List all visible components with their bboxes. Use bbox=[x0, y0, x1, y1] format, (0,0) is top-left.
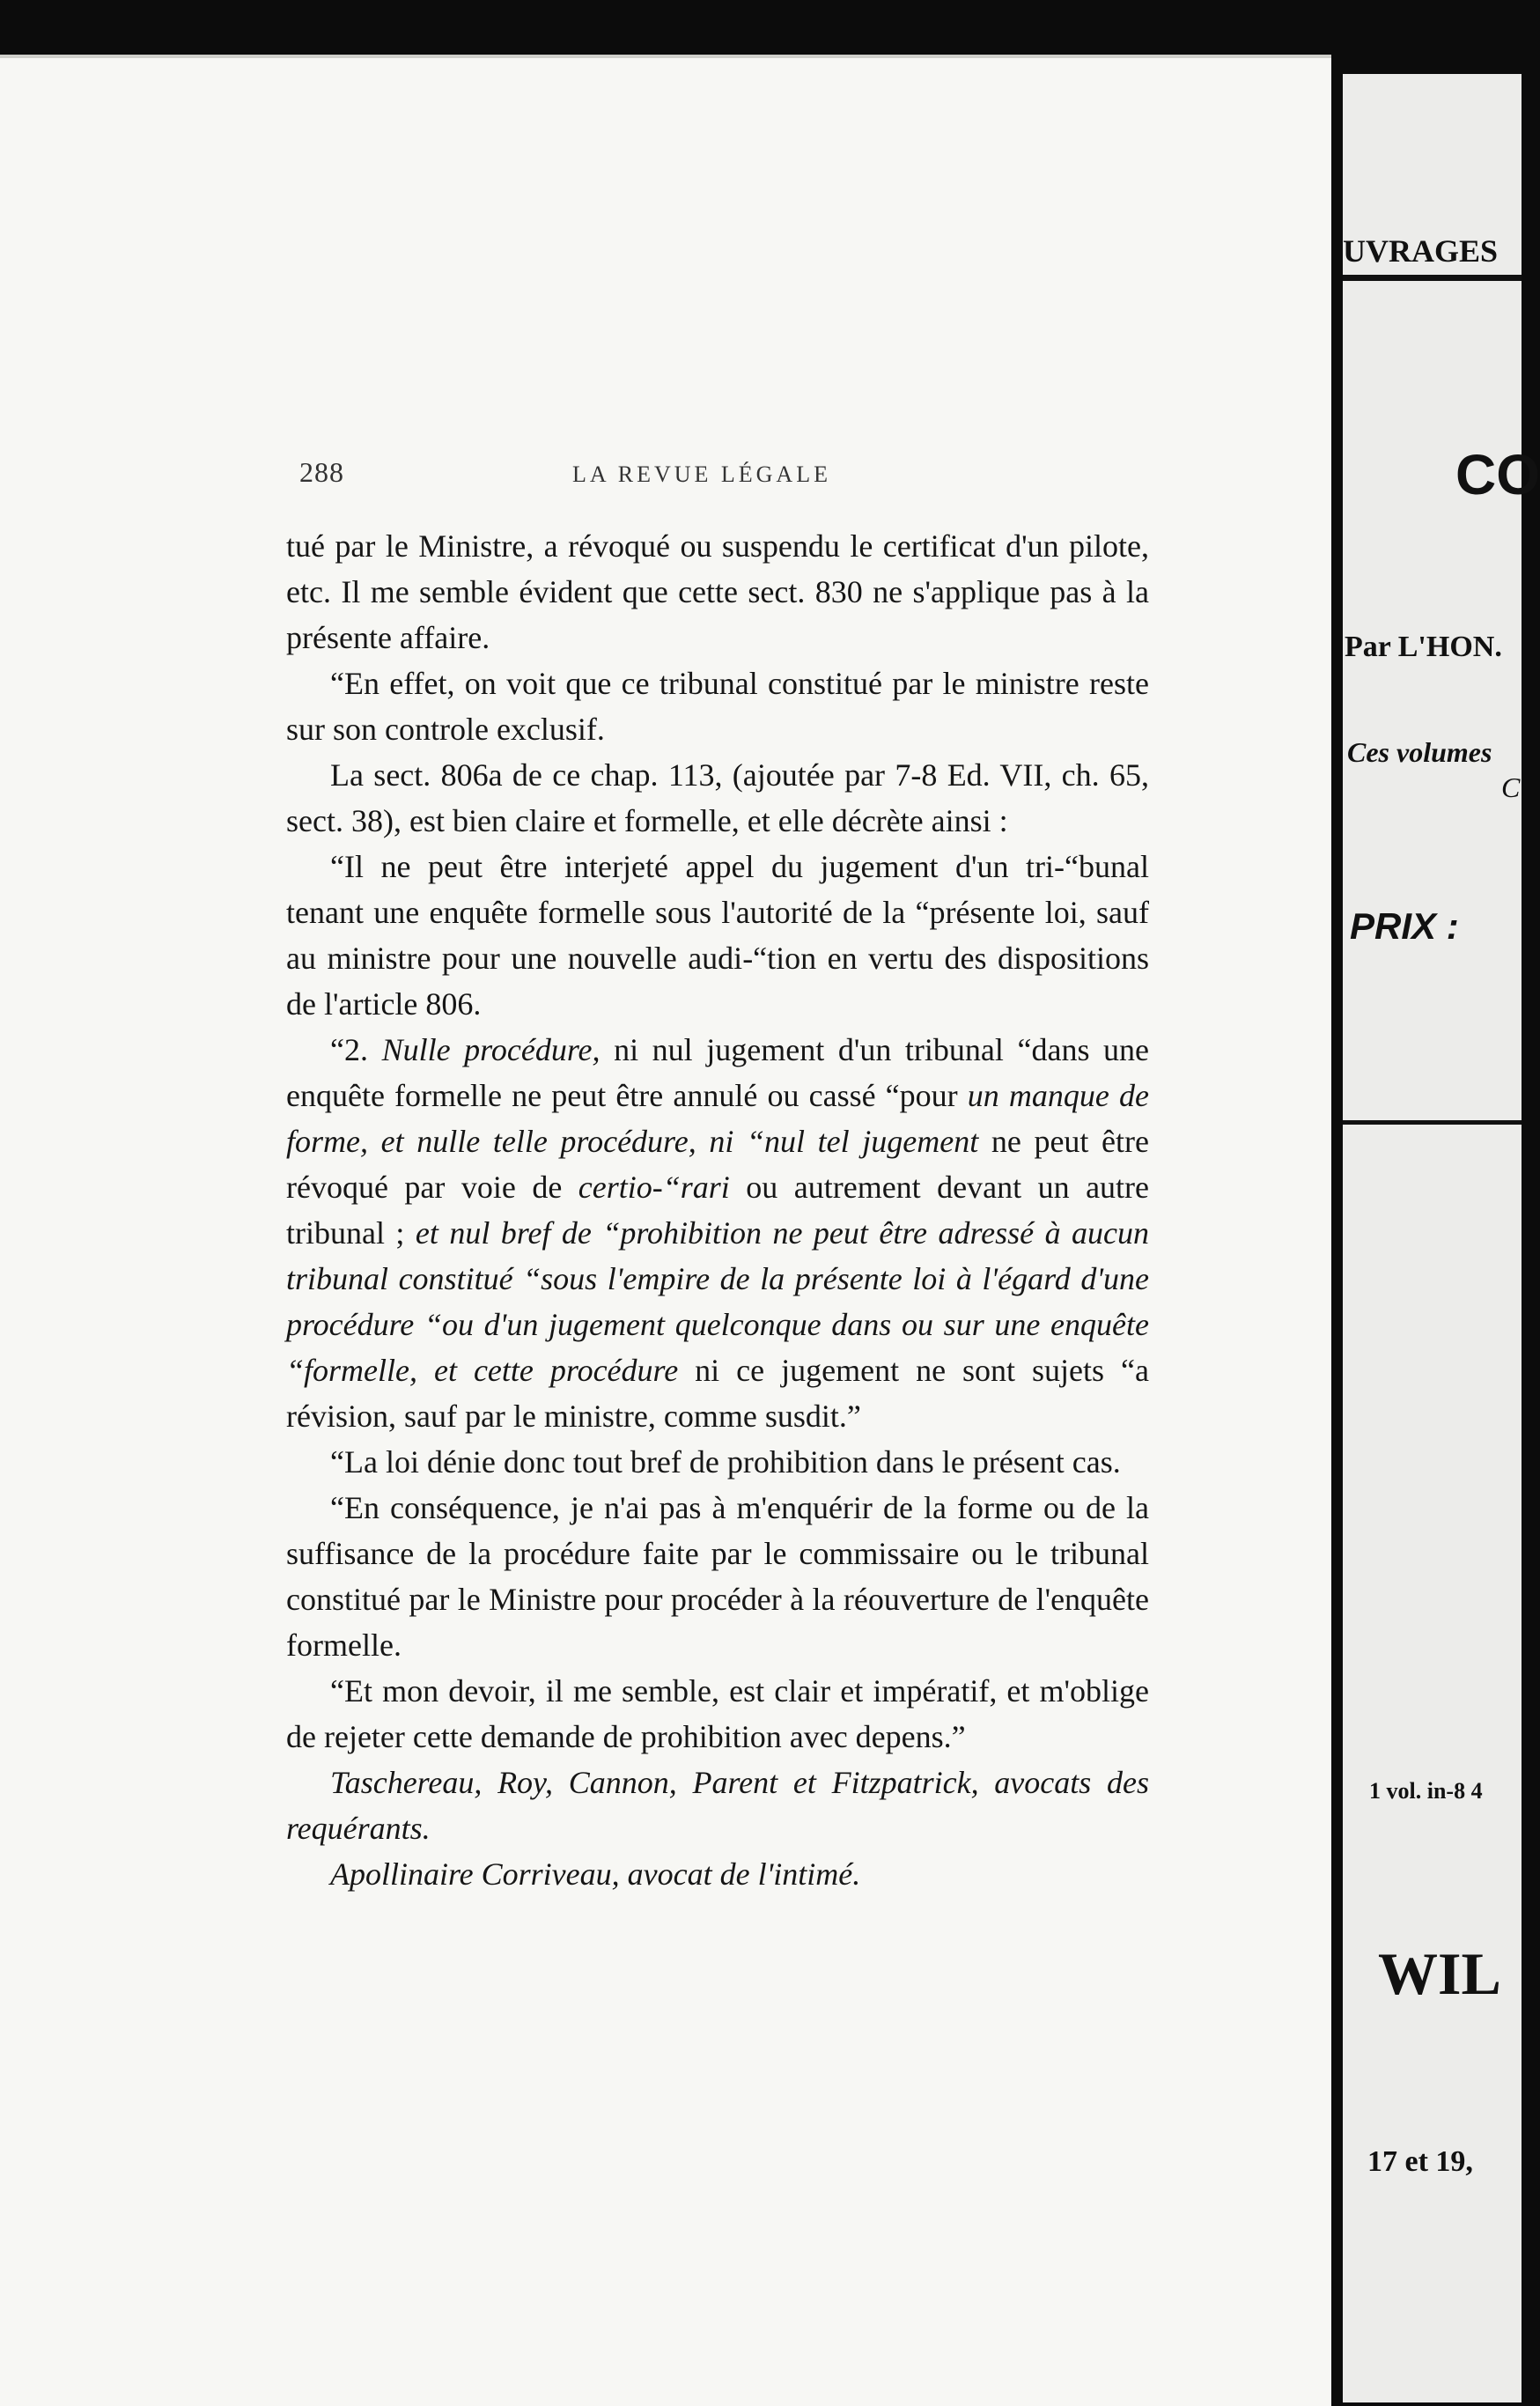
p5-italic-2: un manque de forme, et nulle telle procédure, ni “nul tel jugement bbox=[286, 1078, 1149, 1159]
paragraph-9-counsel-petitioners: Taschereau, Roy, Cannon, Parent et Fitzpatrick, avocats des requérants. bbox=[286, 1765, 1149, 1846]
paragraph-1: tué par le Ministre, a révoqué ou suspendu le certificat d'un pilote, etc. Il me semble évident que cette sect. 830 ne s'applique pas à la présente affaire. bbox=[286, 528, 1149, 655]
right-page-address: 17 et 19, bbox=[1367, 2145, 1473, 2178]
paragraph-5-quote bbox=[286, 1027, 1149, 1439]
right-page-header: UVRAGES bbox=[1343, 233, 1499, 269]
right-page-title: CO bbox=[1455, 443, 1540, 506]
paragraph-2: “En effet, on voit que ce tribunal constitué par le ministre reste sur son controle exclusif. bbox=[286, 666, 1149, 747]
left-page bbox=[0, 55, 1331, 2406]
paragraph-3: La sect. 806a de ce chap. 113, (ajoutée par 7-8 Ed. VII, ch. 65, sect. 38), est bien claire et formelle, et elle décrète ainsi : bbox=[286, 757, 1149, 838]
right-page-volume-info: 1 vol. in-8 4 bbox=[1369, 1778, 1483, 1804]
divider-rule bbox=[1343, 1120, 1522, 1125]
paragraph-6: “La loi dénie donc tout bref de prohibition dans le présent cas. bbox=[330, 1444, 1121, 1480]
right-page-publisher: WIL bbox=[1378, 1940, 1501, 2007]
right-page bbox=[1343, 74, 1540, 2402]
paragraph-7: “En conséquence, je n'ai pas à m'enquérir de la forme ou de la suffisance de la procédure faite par le commissaire ou le tribunal constitué par le Ministre pour procéder à la réouverture de l'enquête formelle. bbox=[286, 1490, 1149, 1663]
body-text bbox=[286, 523, 1149, 1897]
paragraph-8: “Et mon devoir, il me semble, est clair et impératif, et m'oblige de rejeter cette demande de prohibition avec depens.” bbox=[286, 1673, 1149, 1754]
running-head bbox=[299, 456, 1145, 500]
p5-italic-1: Nulle procédure, bbox=[381, 1032, 601, 1067]
p5-text-1: ni nul jugement d'un tribunal “dans une enquête formelle ne peut être annulé ou cassé “pour bbox=[286, 1032, 1150, 1113]
right-page-volumes-line-2: C bbox=[1501, 771, 1521, 803]
p5-number: “2. bbox=[330, 1032, 368, 1067]
paragraph-10-counsel-respondent: Apollinaire Corriveau, avocat de l'intimé. bbox=[330, 1856, 861, 1892]
paragraph-4-quote: “Il ne peut être interjeté appel du jugement d'un tri-“bunal tenant une enquête formelle sous l'autorité de la “présente loi, sauf au ministre pour une nouvelle audi-“tion en vertu des dispositions de l'article 806. bbox=[286, 849, 1149, 1022]
right-page-price: PRIX : bbox=[1350, 905, 1459, 947]
header-rule bbox=[1343, 275, 1522, 281]
right-page-author: Par L'HON. bbox=[1345, 631, 1502, 663]
p5-italic-4: et nul bref de “prohibition ne peut être adressé à aucun tribunal constitué “sous l'empire de la présente loi à l'égard d'une procédure “ou d'un jugement quelconque dans ou sur une enquête “formelle, et cette procédure bbox=[286, 1215, 1150, 1388]
running-title: LA REVUE LÉGALE bbox=[572, 461, 831, 487]
p5-text-3: ou autrement devant un autre tribunal ; bbox=[286, 1170, 1150, 1251]
page-number: 288 bbox=[299, 456, 344, 488]
right-page-volumes-line-1: Ces volumes bbox=[1347, 736, 1492, 768]
p5-text-4: ni ce jugement ne sont sujets “a révision, sauf par le ministre, comme susdit.” bbox=[286, 1353, 1149, 1434]
p5-italic-3: certio-“rari bbox=[578, 1170, 730, 1205]
p5-text-2: ne peut être révoqué par voie de bbox=[286, 1124, 1150, 1205]
